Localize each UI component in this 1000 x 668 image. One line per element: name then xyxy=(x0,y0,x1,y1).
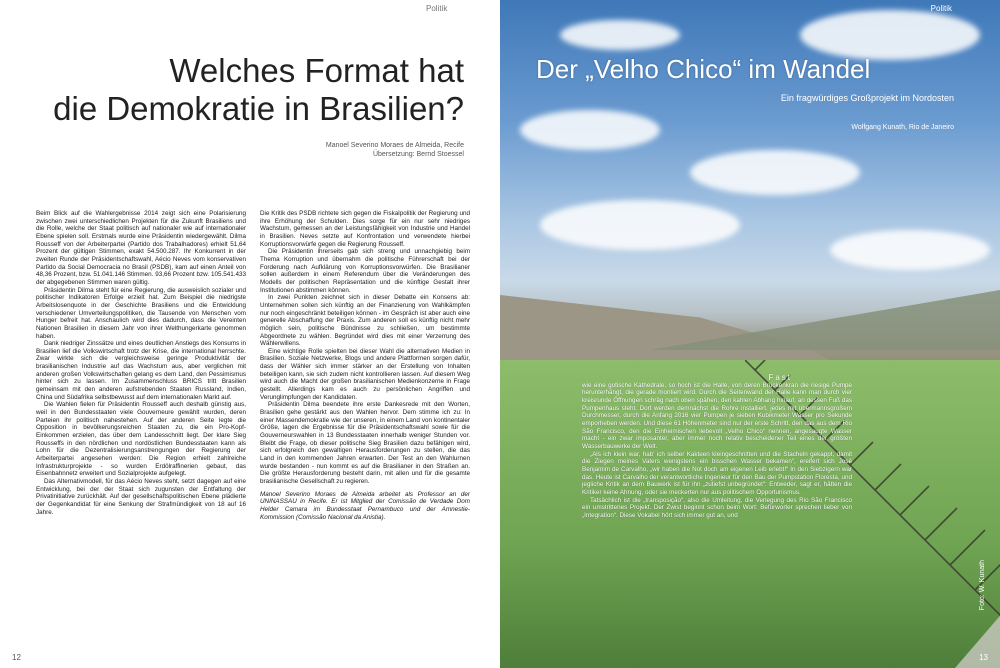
paragraph: Tatsächlich ist die „transposição“, also die Umleitung, die Verlegung des Rio São Francisco ein umstrittenes Projekt. Der Zwist beginnt schon beim Wort: Befürworter sprechen lieber von „Integration“. Diese Vokabel hört sich immer gut an, und xyxy=(582,496,852,519)
right-page xyxy=(500,0,1000,668)
paragraph: Beim Blick auf die Wahlergebnisse 2014 zeigt sich eine Polarisierung zwischen zwei unterschiedlichen Projekten für die Zukunft Brasiliens und die Rolle, welche der Staat politisch auf nationaler wie auf internationaler Ebene spielen soll. Erstmals wurde eine Präsidentin wiedergewählt. Dilma Rousseff von der Arbeiterpartei (Partido dos Trabalhadores) erhielt 51,64 Prozent der gültigen Stimmen, exakt 54.500.287. Ihr Konkurrent in der zweiten Runde der Präsidentschaftswahl, Aécio Neves vom konservativen Partido da Social Democracia no Brasil (PSDB), kam auf einen Anteil von 48,36 Prozent, bzw. 51.041.146 Stimmen. 93,66 Prozent bzw. 105.541.433 der abgegebenen Stimmen waren gültig. xyxy=(36,210,246,286)
cloud xyxy=(520,110,660,150)
article-subtitle: Ein fragwürdiges Großprojekt im Nordosten xyxy=(780,93,954,103)
paragraph: In zwei Punkten zeichnet sich in dieser Debatte ein Konsens ab: Unternehmen sollen sich künftig an der Finanzierung von Wahlkämpfen nur noch eingeschränkt beteiligen können - im Gespräch ist aber auch eine generelle Abschaffung der Praxis. Zum anderen soll es künftig nicht mehr möglich sein, politische Bündnisse zu schließen, um bestimmte Abgeordnete zu wählen. Begründet wird dies mit einer Verzerrung des Wählerwillens. xyxy=(260,294,470,348)
paragraph: Die Kritik des PSDB richtete sich gegen die Fiskalpolitik der Regierung und ihre Erhöhung der Schulden. Dies sorge für ein nur sehr niedriges Wachstum, gemessen an der Leistungsfähigkeit von Industrie und Handel in Brasilien. Neves setzte auf Konfrontation und verwendete hierbei Korruptionsvorwürfe gegen die Regierung Rousseff. xyxy=(260,210,470,248)
photo-credit: Foto: W. Kunath xyxy=(979,560,986,611)
author-bio: Manoel Severino Moraes de Almeida arbeitet als Professor an der UNINASSAU in Recife. Er ist Mitglied der Comissão de Verdade Dom Helder Camara im Bundesstaat Pernambuco und der Amnestie-Kommission (Comissão Nacional da Anistia). xyxy=(260,490,470,521)
paragraph: wie eine gotische Kathedrale, so hoch ist die Halle, von deren Brückenkran die riesige Pumpe herunterhängt, die gerade montiert wird. Durch die Seitenwand der Halle kann man durch vier kreisrunde Öffnungen schräg nach oben spähen, den kahlen Abhang hinauf, an dessen Fuß das Pumpenhaus steht. Dort werden demnächst die Rohre installiert, jedes mit übermannsgroßem Durchmesser, durch die Anfang 2016 vier Pumpen je sieben Kubikmeter Wasser pro Sekunde emporheben werden. Und diese 61 Höhenmeter sind nur der erste Schritt, den das aus dem Rio São Francisco, den die Einheimischen liebevoll „Velho Chico“ nennen, angesaugte Wasser macht - ein zwar imposanter, aber immer noch relativ bescheidener Teil eines der größten Wasserbauwerke der Welt. xyxy=(582,381,852,450)
section-label: Politik xyxy=(426,4,448,13)
article-title: Der „Velho Chico“ im Wandel xyxy=(536,54,871,84)
title-line-1: Welches Format hat xyxy=(169,52,464,89)
author: Manoel Severino Moraes de Almeida, Recife xyxy=(325,142,464,149)
paragraph: „Als ich klein war, hab' ich selber Kakteen kleingeschnitten und die Stacheln gekappt, damit die Ziegen meines Vaters wenigstens ein bisschen Wasser bekamen“, ereifert sich José Benjamim de Carvalho, „wir haben die Not doch am eigenen Leib erlebt!“ In den Siebzigern war das. Heute ist Carvalho der verantwortliche Ingenieur für den Bau der Pumpstation Floresta, und jegliche Kritik an dem Bauwerk ist für ihn „zutiefst unbegründet“: Entweder, sagt er, hätten die Kritiker keine Ahnung, oder sie meckerten nur aus politischem Opportunismus. xyxy=(582,450,852,496)
cloud xyxy=(690,150,860,195)
cloud xyxy=(830,230,990,270)
cloud xyxy=(800,10,980,60)
paragraph: Die Präsidentin ihrerseits gab sich streng und unnachgiebig beim Thema Korruption und übernahm die politische Führerschaft bei der Forderung nach Aufklärung von Korruptionsvorwürfen. Die Brasilianer sollen außerdem in einem Referendum über die Veränderungen des Modells der politischen Repräsentation und die künftige Gestalt ihrer Institutionen abstimmen können. xyxy=(260,248,470,294)
text-column-1 xyxy=(36,210,246,516)
article-title xyxy=(44,52,464,128)
title-line-2: die Demokratie in Brasilien? xyxy=(53,90,464,127)
paragraph: Eine wichtige Rolle spielten bei dieser Wahl die alternativen Medien in Brasilien. Soziale Netzwerke, Blogs und andere Plattformen sorgen dafür, dass der Wähler sich immer stärker an der Erstellung von Inhalten beteiligen kann, sie sich zudem nicht kontrollieren lassen. Auf diesem Weg wird auch die Macht der großen brasilianischen Medienkonzerne in Frage gestellt. Allerdings kam es auch zu persönlichen Angriffen und Verunglimpfungen der Kandidaten. xyxy=(260,347,470,401)
author: Wolfgang Kunath, Rio de Janeiro xyxy=(851,124,954,131)
paragraph: Präsidentin Dilma beendete ihre erste Dankesrede mit den Worten, Brasilien gehe gestärkt aus den Wahlen hervor. Dem stimme ich zu: In einer Massendemokratie wie der unseren, in einem Land von kontinentaler Größe, lagen die Ergebnisse für die Präsidentschaftswahl sowie für die Gouverneurswahlen in 13 Bundesstaaten innerhalb weniger Stunden vor. Bleibt die Frage, ob dieser politische Sieg Brasilien dazu befähigen wird, sich erfolgreich den gewaltigen Herausforderungen zu stellen, die das Land in den kommenden Jahren erwarten. Der Test an den Wahlurnen wurde bestanden - nun kommt es auf die Brasilianer in den Straßen an. Die größte Herausforderung besteht darin, mit allen und für die gesamte brasilianische Gesellschaft zu regieren. xyxy=(260,401,470,485)
text-column-3 xyxy=(582,374,852,519)
paragraph: Dank niedriger Zinssätze und eines deutlichen Anstiegs des Konsums in Brasilien lief die Volkswirtschaft trotz der Krise, die international herrschte. Zwar wirkte sich die vergleichsweise geringe Produktivität der brasilianischen Industrie auf das Wachstum aus, aber verglichen mit anderen großen Volkswirtschaften gelang es dem Land, den Pessimismus hinter sich zu lassen. Im Zusammenschluss BRICS tritt Brasilien gemeinsam mit den anderen aufstrebenden Staaten Russland, Indien, China und Südafrika selbstbewusst auf dem internationalen Markt auf. xyxy=(36,340,246,401)
paragraph: Präsidentin Dilma steht für eine Regierung, die ausweislich sozialer und politischer Indikatoren Erfolge erzielt hat. Zum Beispiel die niedrigste Arbeitslosenquote in der Geschichte Brasiliens und die Entwicklung verschiedener Umverteilungspolitiken, die Tausende von Menschen vom Hunger befreit hat. Anschaulich wird dies dadurch, dass die Vereinten Nationen Brasilien in diesem Jahr von ihrer Welthungerkarte genommen haben. xyxy=(36,286,246,340)
translator: Übersetzung: Bernd Stoessel xyxy=(372,151,464,158)
paragraph: Die Wahlen fielen für Präsidentin Rousseff auch deshalb günstig aus, weil in den Bundesstaaten viele Gouverneure gewählt wurden, deren Parteien ihr politisch nahestehen. Auf der anderen Seite legte die Opposition in bevölkerungsreichen Staaten zu, die ein Pro-Kopf-Einkommen erzielen, das über dem Landesschnitt liegt. Der klare Sieg Rousseffs in den nördlichen und nordöstlichen Bundesstaaten kann als Lohn für die Dezentralisierungsanstrengungen der Regierung der Arbeiterpartei angesehen werden: Die Region erhielt zahlreiche Infrastrukturprojekte - so wurden Erdölraffinerien gebaut, das Eisenbahnnetz erweitert und Sozialprojekte aufgelegt. xyxy=(36,401,246,478)
page-number: 12 xyxy=(12,653,21,662)
cloud xyxy=(560,20,680,50)
page-number: 13 xyxy=(979,653,988,662)
paragraph: Das Alternativmodell, für das Aécio Neves steht, setzt dagegen auf eine Entwicklung, bei der der Staat sich zugunsten der Entfaltung der Privatinitiative zurückhält. Auf der gesellschaftspolitischen Ebene plädierte der Gegenkandidat für eine Senkung der Strafmündigkeit von 18 auf 16 Jahre. xyxy=(36,477,246,516)
cloud xyxy=(540,200,740,250)
dropcap: Fast xyxy=(768,373,792,382)
byline xyxy=(326,141,464,159)
section-label: Politik xyxy=(930,4,952,13)
text-column-2 xyxy=(260,210,470,521)
